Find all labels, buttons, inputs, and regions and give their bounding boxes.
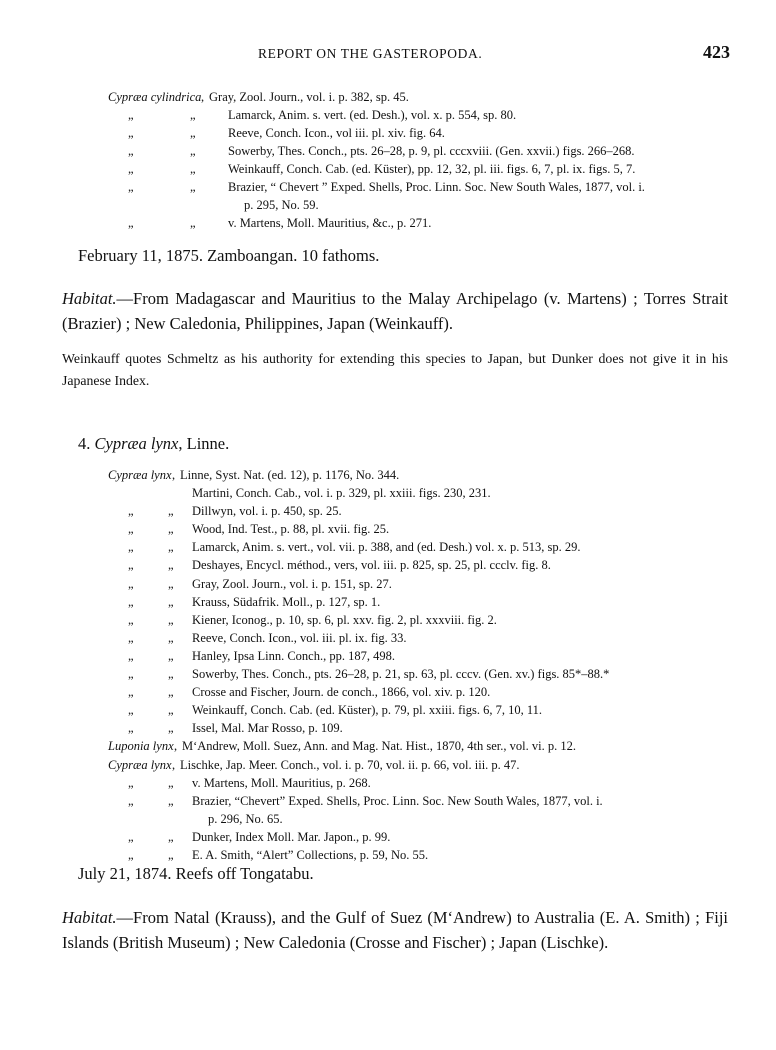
reference-main: Gray, Zool. Journ., vol. i. p. 382, sp. 45. <box>209 90 409 104</box>
reference-main: v. Martens, Moll. Mauritius, &c., p. 271. <box>228 216 432 231</box>
reference-main: Kiener, Iconog., p. 10, sp. 6, pl. xxv. fig. 2, pl. xxxviii. fig. 2. <box>192 612 497 627</box>
reference-text <box>228 124 445 142</box>
reference-main: Gray, Zool. Journ., vol. i. p. 151, sp. 27. <box>192 576 392 591</box>
synonymy-entry <box>108 142 748 160</box>
synonymy-entry <box>108 719 748 737</box>
ditto-mark: „ <box>168 612 174 627</box>
synonymy-entry <box>108 502 748 520</box>
species-author: , Linne. <box>178 434 230 453</box>
ditto-mark: „ <box>128 667 134 682</box>
habitat-text: —From Natal (Krauss), and the Gulf of Suez (M‘Andrew) to Australia (E. A. Smith) ; Fiji Islands (British Museum) ; New Caledonia (Crosse and Fischer) ; Japan (Lischke). <box>62 908 728 952</box>
reference-main: Crosse and Fischer, Journ. de conch., 1866, vol. xiv. p. 120. <box>192 685 491 700</box>
genus-comma: , <box>201 90 205 104</box>
genus-comma: , <box>172 757 176 772</box>
synonymy-entry <box>108 538 748 556</box>
ditto-mark: „ <box>128 630 134 645</box>
synonymy-list-lynx <box>108 466 748 864</box>
reference-text <box>192 611 497 629</box>
synonymy-entry <box>108 593 748 611</box>
synonymy-entry <box>108 611 748 629</box>
reference-text <box>192 593 380 611</box>
reference-text <box>192 828 390 846</box>
reference-main: Dillwyn, vol. i. p. 450, sp. 25. <box>192 504 342 519</box>
ditto-mark: „ <box>190 180 196 195</box>
ditto-mark: „ <box>190 126 196 141</box>
reference-main: Sowerby, Thes. Conch., pts. 26–28, p. 9, pl. cccxviii. (Gen. xxvii.) figs. 266–268. <box>228 144 635 159</box>
ditto-mark: „ <box>128 558 134 573</box>
ditto-mark: „ <box>128 721 134 736</box>
ditto-mark: „ <box>128 144 134 159</box>
ditto-mark: „ <box>168 504 174 519</box>
synonymy-entry <box>108 88 748 106</box>
synonymy-entry <box>108 106 748 124</box>
habitat-label: Habitat. <box>62 908 117 927</box>
ditto-mark: „ <box>128 576 134 591</box>
reference-main: E. A. Smith, “Alert” Collections, p. 59, No. 55. <box>192 847 429 862</box>
ditto-mark: „ <box>168 558 174 573</box>
reference-text <box>228 214 431 232</box>
synonymy-entry <box>108 774 748 792</box>
running-title: REPORT ON THE GASTEROPODA. <box>258 46 483 61</box>
genus-name: Cypræa cylindrica <box>108 90 202 104</box>
ditto-mark: „ <box>168 630 174 645</box>
reference-text <box>192 683 490 701</box>
ditto-mark: „ <box>128 829 134 844</box>
ditto-mark: „ <box>128 180 134 195</box>
ditto-mark: „ <box>190 144 196 159</box>
habitat-text: —From Madagascar and Mauritius to the Malay Archipelago (v. Martens) ; Torres Strait (Brazier) ; New Caledonia, Philippines, Japan (Weinkauff). <box>62 289 728 333</box>
ditto-mark: „ <box>168 703 174 718</box>
synonymy-entry <box>108 701 748 719</box>
synonymy-entry <box>108 665 748 683</box>
habitat-paragraph-1 <box>62 286 728 336</box>
ditto-mark: „ <box>168 829 174 844</box>
genus-name: Cypræa lynx <box>108 757 172 772</box>
ditto-mark: „ <box>128 703 134 718</box>
reference-main: M‘Andrew, Moll. Suez, Ann. and Mag. Nat. Hist., 1870, 4th ser., vol. vi. p. 12. <box>182 739 576 754</box>
reference-main: Linne, Syst. Nat. (ed. 12), p. 1176, No. 344. <box>180 468 400 482</box>
ditto-mark: „ <box>128 540 134 555</box>
ditto-mark: „ <box>128 594 134 609</box>
ditto-mark: „ <box>128 775 134 790</box>
reference-main: Dunker, Index Moll. Mar. Japon., p. 99. <box>192 829 391 844</box>
reference-text <box>228 106 516 124</box>
synonymy-entry <box>108 556 748 574</box>
reference-text <box>192 629 407 647</box>
synonymy-entry <box>108 737 748 755</box>
reference-main: Weinkauff, Conch. Cab. (ed. Küster), p. 79, pl. xxiii. figs. 6, 7, 10, 11. <box>192 703 542 718</box>
habitat-label: Habitat. <box>62 289 117 308</box>
ditto-mark: „ <box>168 685 174 700</box>
station-record-1: February 11, 1875. Zamboangan. 10 fathoms. <box>78 246 380 265</box>
reference-continuation: p. 296, No. 65. <box>208 811 283 826</box>
reference-text <box>192 520 389 538</box>
reference-main: Brazier, “Chevert” Exped. Shells, Proc. Linn. Soc. New South Wales, 1877, vol. i. <box>192 793 603 808</box>
ditto-mark: „ <box>168 540 174 555</box>
synonymy-entry <box>108 520 748 538</box>
ditto-mark: „ <box>128 522 134 537</box>
reference-text <box>192 719 343 737</box>
ditto-mark: „ <box>190 162 196 177</box>
ditto-mark: „ <box>168 594 174 609</box>
ditto-mark: „ <box>168 576 174 591</box>
species-name: Cypræa lynx <box>94 434 179 453</box>
reference-text <box>209 88 409 106</box>
ditto-mark: „ <box>128 162 134 177</box>
reference-text <box>180 466 399 484</box>
reference-main: Wood, Ind. Test., p. 88, pl. xvii. fig. 25. <box>192 522 390 537</box>
reference-text <box>192 502 342 520</box>
reference-main: Lamarck, Anim. s. vert., vol. vii. p. 388, and (ed. Desh.) vol. x. p. 513, sp. 29. <box>192 540 581 555</box>
genus-comma: , <box>172 468 176 482</box>
synonymy-entry <box>108 178 748 214</box>
reference-text <box>192 792 603 828</box>
station-record-2: July 21, 1874. Reefs off Tongatabu. <box>78 864 314 883</box>
ditto-mark: „ <box>168 721 174 736</box>
reference-text <box>192 665 609 683</box>
reference-text <box>228 178 645 214</box>
synonymy-entry <box>108 828 748 846</box>
ditto-mark: „ <box>168 775 174 790</box>
ditto-mark: „ <box>190 108 196 123</box>
synonymy-entry <box>108 756 748 774</box>
running-head <box>0 42 776 66</box>
synonymy-list-cylindrica <box>108 88 748 233</box>
reference-text <box>182 737 576 755</box>
reference-main: Hanley, Ipsa Linn. Conch., pp. 187, 498. <box>192 648 395 663</box>
reference-text <box>228 160 635 178</box>
reference-text <box>192 538 581 556</box>
genus-name: Cypræa lynx <box>108 468 172 482</box>
ditto-mark: „ <box>168 847 174 862</box>
reference-main: Krauss, Südafrik. Moll., p. 127, sp. 1. <box>192 594 381 609</box>
reference-text <box>228 142 635 160</box>
ditto-mark: „ <box>128 108 134 123</box>
species-number: 4. <box>78 434 91 453</box>
reference-main: v. Martens, Moll. Mauritius, p. 268. <box>192 775 371 790</box>
synonymy-entry <box>108 160 748 178</box>
synonymy-entry <box>108 484 748 502</box>
ditto-mark: „ <box>128 504 134 519</box>
reference-main: Weinkauff, Conch. Cab. (ed. Küster), pp. 12, 32, pl. iii. figs. 6, 7, pl. ix. figs. 5, 7. <box>228 162 636 177</box>
ditto-mark: „ <box>128 126 134 141</box>
reference-text <box>192 556 551 574</box>
reference-main: Martini, Conch. Cab., vol. i. p. 329, pl. xxiii. figs. 230, 231. <box>192 486 491 501</box>
reference-main: Reeve, Conch. Icon., vol. iii. pl. ix. fig. 33. <box>192 630 407 645</box>
synonymy-entry <box>108 647 748 665</box>
synonymy-entry <box>108 575 748 593</box>
ditto-mark: „ <box>190 216 196 231</box>
reference-text <box>192 575 392 593</box>
species-heading <box>78 434 229 454</box>
reference-text <box>180 756 520 774</box>
synonymy-entry <box>108 792 748 828</box>
ditto-mark: „ <box>128 648 134 663</box>
synonymy-entry <box>108 683 748 701</box>
ditto-mark: „ <box>128 685 134 700</box>
synonymy-entry <box>108 124 748 142</box>
reference-main: Lischke, Jap. Meer. Conch., vol. i. p. 70, vol. ii. p. 66, vol. iii. p. 47. <box>180 757 520 772</box>
ditto-mark: „ <box>128 793 134 808</box>
habitat-paragraph-2 <box>62 905 728 955</box>
remark-paragraph: Weinkauff quotes Schmeltz as his authority for extending this species to Japan, but Dunker does not give it in his Japanese Index. <box>62 351 728 388</box>
synonymy-entry <box>108 846 748 864</box>
synonymy-entry <box>108 629 748 647</box>
reference-text <box>192 846 428 864</box>
ditto-mark: „ <box>168 667 174 682</box>
synonymy-entry <box>108 214 748 232</box>
reference-text <box>192 701 542 719</box>
page-number: 423 <box>703 42 730 62</box>
synonymy-entry <box>108 466 748 484</box>
reference-main: Issel, Mal. Mar Rosso, p. 109. <box>192 721 343 736</box>
reference-main: Reeve, Conch. Icon., vol iii. pl. xiv. fig. 64. <box>228 126 445 141</box>
reference-text <box>192 484 491 502</box>
reference-main: Lamarck, Anim. s. vert. (ed. Desh.), vol. x. p. 554, sp. 80. <box>228 108 517 123</box>
reference-main: Sowerby, Thes. Conch., pts. 26–28, p. 21, sp. 63, pl. cccv. (Gen. xv.) figs. 85*–88.* <box>192 667 610 682</box>
reference-text <box>192 774 371 792</box>
reference-main: Deshayes, Encycl. méthod., vers, vol. iii. p. 825, sp. 25, pl. ccclv. fig. 8. <box>192 558 551 573</box>
ditto-mark: „ <box>128 216 134 231</box>
genus-name: Luponia lynx <box>108 739 174 754</box>
ditto-mark: „ <box>168 793 174 808</box>
reference-text <box>192 647 395 665</box>
ditto-mark: „ <box>128 847 134 862</box>
ditto-mark: „ <box>128 612 134 627</box>
reference-main: Brazier, “ Chevert ” Exped. Shells, Proc. Linn. Soc. New South Wales, 1877, vol. i. <box>228 180 645 195</box>
ditto-mark: „ <box>168 522 174 537</box>
genus-comma: , <box>174 739 178 754</box>
reference-continuation: p. 295, No. 59. <box>244 198 319 213</box>
ditto-mark: „ <box>168 648 174 663</box>
